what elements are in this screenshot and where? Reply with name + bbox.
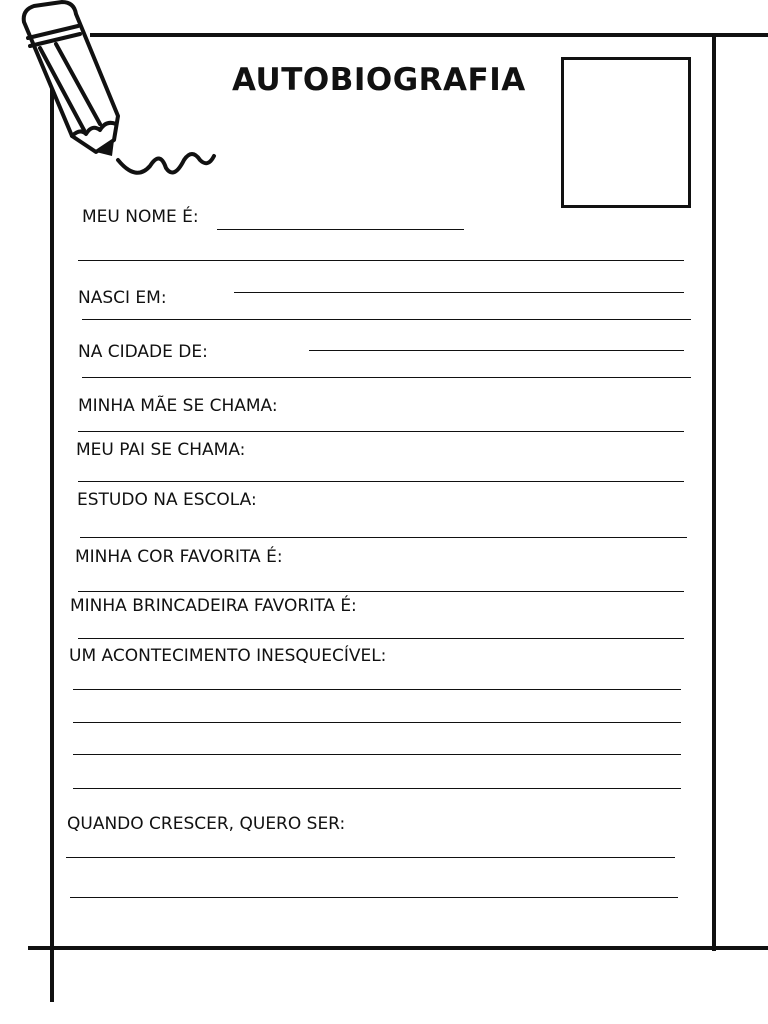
line-future-2[interactable]	[70, 897, 678, 898]
frame-bottom-border	[28, 946, 768, 950]
line-event-1[interactable]	[73, 689, 681, 690]
line-born-2[interactable]	[82, 319, 691, 320]
label-city: NA CIDADE DE:	[78, 342, 208, 362]
label-school: ESTUDO NA ESCOLA:	[77, 490, 257, 510]
line-name-2[interactable]	[78, 260, 684, 261]
label-future: QUANDO CRESCER, QUERO SER:	[67, 814, 346, 834]
page-title: AUTOBIOGRAFIA	[232, 62, 526, 98]
label-color: MINHA COR FAVORITA É:	[75, 547, 283, 567]
line-city[interactable]	[309, 350, 684, 351]
pencil-icon	[14, 0, 224, 185]
line-mother[interactable]	[78, 431, 684, 432]
line-name[interactable]	[217, 229, 464, 230]
frame-right-border	[712, 34, 716, 951]
label-event: UM ACONTECIMENTO INESQUECÍVEL:	[69, 646, 387, 666]
label-father: MEU PAI SE CHAMA:	[76, 440, 246, 460]
line-born[interactable]	[234, 292, 684, 293]
line-event-3[interactable]	[73, 754, 681, 755]
label-name: MEU NOME É:	[82, 207, 199, 227]
label-born: NASCI EM:	[78, 288, 167, 308]
line-event-2[interactable]	[73, 722, 681, 723]
line-play[interactable]	[78, 638, 684, 639]
line-father[interactable]	[78, 481, 684, 482]
line-city-2[interactable]	[82, 377, 691, 378]
label-mother: MINHA MÃE SE CHAMA:	[78, 396, 278, 416]
line-color[interactable]	[78, 591, 684, 592]
line-future-1[interactable]	[66, 857, 675, 858]
photo-frame[interactable]	[561, 57, 691, 208]
line-event-4[interactable]	[73, 788, 681, 789]
line-school[interactable]	[80, 537, 687, 538]
label-play: MINHA BRINCADEIRA FAVORITA É:	[70, 596, 357, 616]
